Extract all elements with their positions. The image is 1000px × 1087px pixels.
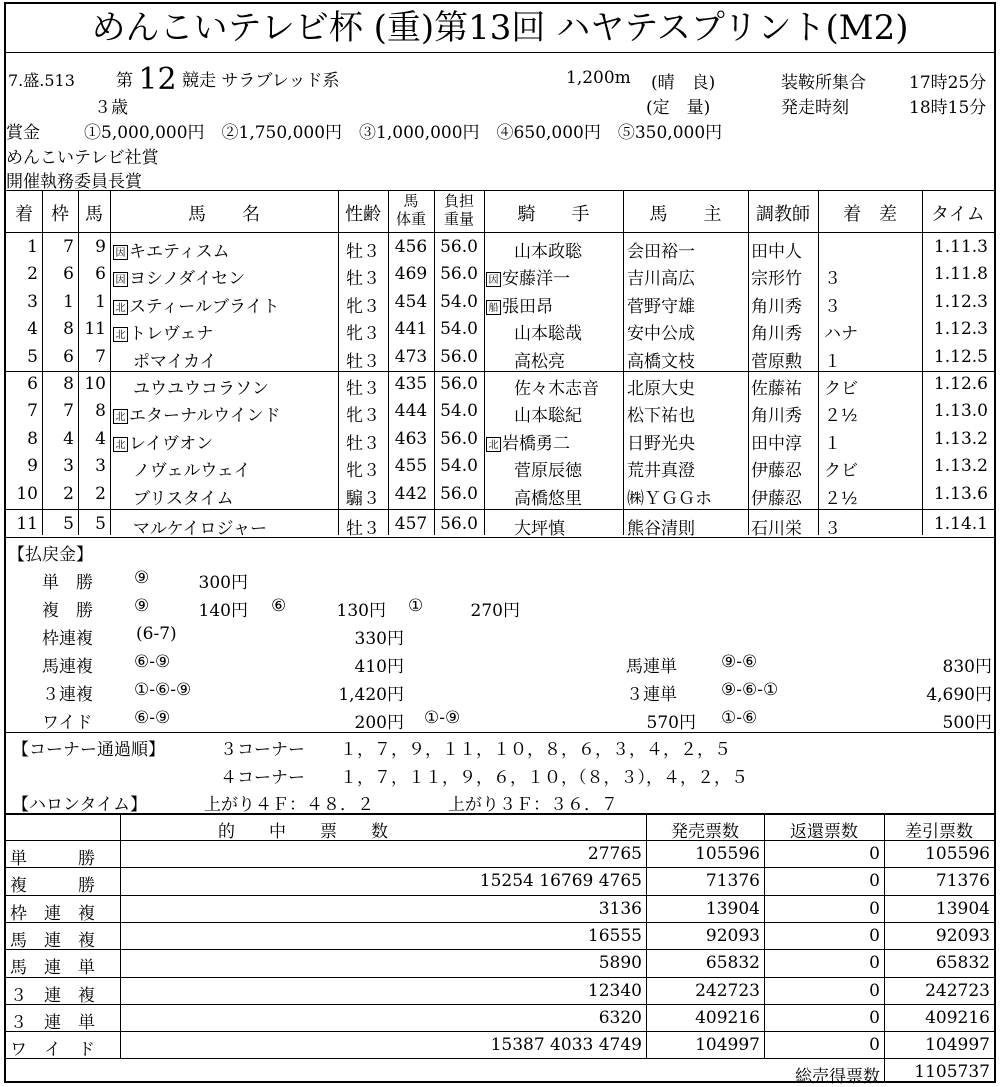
umaren-payout: 410円 [354, 657, 404, 677]
sales-hits: 27765 [587, 844, 642, 864]
result-rank: 2 [27, 264, 38, 285]
sales-refund: 0 [869, 953, 880, 974]
sales-refund: 0 [869, 1035, 880, 1056]
sales-type: ３ 連 複 [10, 985, 95, 1006]
umaren-number: ⑥-⑨ [134, 652, 171, 672]
date-place: 7.盛.513 [8, 71, 75, 90]
sanrentan-label: ３連単 [626, 685, 677, 705]
sales-hits: 15254 16769 4765 [479, 871, 642, 892]
age-condition: ３歳 [94, 98, 128, 118]
result-jockey: 佐々木志音 [514, 379, 599, 399]
corner-3-order: １，７，９，１１，１０，８，６，３，４，２，５ [340, 740, 731, 760]
sales-net: 409216 [925, 1007, 990, 1028]
result-sex-age: 牝３ [346, 324, 380, 345]
prize-list: ①5,000,000円 ②1,750,000円 ③1,000,000円 ④650,000円 ⑤350,000円 [84, 123, 723, 143]
result-time: 1.12.6 [933, 374, 988, 394]
result-sex-age: 牝３ [346, 461, 380, 482]
sales-header-net: 差引票数 [905, 822, 973, 842]
fukusho-number-3: ① [408, 596, 424, 616]
result-time: 1.14.1 [933, 514, 988, 534]
result-trainer: 伊藤忍 [751, 461, 802, 482]
result-horse-number: 10 [84, 374, 106, 394]
sales-type: ３ 連 単 [10, 1012, 95, 1033]
result-margin: ３ [824, 296, 841, 317]
sales-header-sold: 発売票数 [671, 822, 739, 842]
award-1: めんこいテレビ社賞 [6, 148, 159, 168]
sanrenpuku-label: ３連複 [42, 685, 93, 705]
result-horse-number: 5 [95, 514, 106, 534]
header-trainer: 調教師 [756, 204, 810, 225]
sales-refund: 0 [869, 844, 880, 864]
fukusho-payout-1: 140円 [198, 601, 248, 621]
result-trainer: 宗形竹 [751, 269, 802, 290]
result-burden: 56.0 [440, 428, 478, 449]
jockey-mark: 因 [486, 272, 501, 287]
result-horse-name: トレヴェナ [129, 324, 214, 345]
sales-net: 71376 [935, 871, 990, 892]
result-trainer: 伊藤忍 [751, 488, 802, 509]
result-time: 1.11.8 [933, 264, 988, 285]
result-horse-name-cell [113, 401, 337, 426]
result-horse-number: 8 [95, 401, 106, 422]
result-time: 1.13.2 [933, 428, 988, 449]
result-horse-name-cell [113, 374, 337, 399]
header-margin: 着 差 [843, 204, 897, 225]
result-margin: クビ [824, 379, 858, 399]
weight-rule: (定 量) [646, 98, 711, 118]
result-horse-name: レイヴオン [129, 433, 214, 454]
wakuren-number: (6-7) [136, 624, 177, 644]
result-jockey-cell [486, 347, 621, 372]
result-margin: ハナ [824, 324, 858, 345]
result-owner: 高橋文枝 [627, 351, 695, 372]
result-margin: ２½ [824, 488, 858, 509]
sales-net: 104997 [925, 1035, 990, 1056]
race-result-sheet [4, 2, 996, 1087]
result-owner: 荒井真澄 [627, 461, 695, 482]
header-frame: 枠 [51, 204, 69, 225]
origin-mark: 因 [113, 272, 128, 287]
result-rank: 6 [27, 374, 38, 394]
result-horse-name: エターナルウインド [129, 406, 281, 427]
result-sex-age: 牡３ [346, 379, 380, 399]
result-horse-name-cell [113, 264, 337, 289]
result-jockey: 大坪慎 [514, 519, 565, 539]
result-sex-age: 牝３ [346, 296, 380, 317]
result-jockey: 高松亮 [514, 351, 565, 372]
tansho-number: ⑨ [134, 568, 150, 588]
result-time: 1.13.0 [933, 401, 988, 422]
sales-sold: 104997 [695, 1035, 760, 1056]
corner-heading: 【コーナー通過順】 [12, 740, 165, 760]
origin-mark: 因 [113, 245, 128, 260]
sanrenpuku-number: ①-⑥-⑨ [134, 680, 192, 700]
result-jockey-cell [486, 264, 621, 289]
total-label: 総売得票数 [795, 1067, 880, 1087]
sales-header-hits: 的 中 票 数 [218, 822, 388, 842]
result-horse-number: 11 [84, 319, 106, 340]
jockey-mark: 船 [486, 300, 501, 315]
result-burden: 56.0 [440, 374, 478, 394]
header-body-weight-top: 馬 [403, 192, 419, 210]
result-jockey-cell [486, 319, 621, 344]
result-trainer: 角川秀 [751, 406, 802, 427]
result-jockey-cell [486, 237, 621, 262]
result-owner: 日野光央 [627, 433, 695, 454]
result-margin: １ [824, 351, 841, 372]
result-trainer: 石川栄 [751, 519, 802, 539]
result-body-weight: 473 [394, 346, 428, 367]
wide-number-1: ⑥-⑨ [134, 708, 171, 728]
start-label: 発走時刻 [781, 98, 849, 118]
sanrenpuku-payout: 1,420円 [338, 685, 404, 705]
result-time: 1.12.3 [933, 319, 988, 340]
result-owner: 菅野守雄 [627, 296, 695, 317]
sales-net: 13904 [935, 898, 990, 919]
result-horse-number: 7 [95, 346, 106, 367]
header-horse-number: 馬 [85, 204, 103, 225]
result-horse-number: 1 [95, 291, 106, 312]
result-horse-number: 6 [95, 264, 106, 285]
fukusho-payout-2: 130円 [336, 601, 386, 621]
result-body-weight: 444 [394, 401, 428, 422]
result-horse-name: ユウユウコラソン [133, 379, 269, 399]
result-jockey-cell [486, 514, 621, 539]
result-jockey: 張田昂 [502, 296, 553, 317]
result-jockey-cell [486, 429, 621, 454]
tansho-payout: 300円 [198, 573, 248, 593]
sales-net: 92093 [935, 925, 990, 946]
result-burden: 54.0 [440, 401, 478, 422]
sales-net: 105596 [925, 844, 990, 864]
start-time: 18時15分 [909, 98, 987, 118]
result-body-weight: 442 [394, 483, 428, 504]
header-burden-weight-top: 負担 [443, 192, 474, 210]
result-sex-age: 牡３ [346, 519, 380, 539]
result-jockey: 岩橋勇二 [502, 433, 570, 454]
result-trainer: 角川秀 [751, 296, 802, 317]
result-rank: 4 [27, 319, 38, 340]
sales-type: 単 勝 [10, 849, 95, 869]
corner-4-order: １，７，１１，９，６，１０，（８，３），４，２，５ [340, 768, 748, 788]
sales-type: ワ イ ド [10, 1040, 95, 1061]
sales-sold: 92093 [705, 925, 760, 946]
result-margin: クビ [824, 461, 858, 482]
origin-mark: 北 [113, 409, 128, 424]
result-rank: 1 [27, 237, 38, 257]
sales-type: 馬 連 単 [10, 958, 95, 979]
result-sex-age: 牡３ [346, 351, 380, 372]
result-frame: 5 [63, 514, 74, 534]
result-frame: 7 [63, 401, 74, 422]
result-body-weight: 469 [394, 264, 428, 285]
header-rank: 着 [15, 204, 33, 225]
result-frame: 7 [63, 237, 74, 257]
result-frame: 1 [63, 291, 74, 312]
fukusho-label: 複 勝 [42, 601, 93, 621]
result-owner: 北原大史 [627, 379, 695, 399]
result-time: 1.11.3 [933, 237, 988, 257]
prize-label: 賞金 [6, 123, 40, 143]
result-horse-number: 4 [95, 428, 106, 449]
result-body-weight: 457 [394, 514, 428, 534]
result-time: 1.13.2 [933, 456, 988, 477]
result-margin: ３ [824, 269, 841, 290]
result-jockey-cell [486, 401, 621, 426]
result-burden: 56.0 [440, 483, 478, 504]
wide-payout-3: 500円 [942, 713, 992, 733]
sales-refund: 0 [869, 980, 880, 1001]
race-prefix: 第 [116, 71, 133, 91]
result-body-weight: 456 [394, 237, 428, 257]
result-jockey: 菅原辰徳 [514, 461, 582, 482]
result-margin: １ [824, 433, 841, 454]
wide-label: ワイド [42, 713, 93, 733]
result-horse-number: 2 [95, 483, 106, 504]
sales-sold: 409216 [695, 1007, 760, 1028]
race-number: 12 [138, 62, 177, 97]
result-trainer: 角川秀 [751, 324, 802, 345]
last-3f: 上がり３Ｆ：３６．７ [448, 795, 618, 815]
result-horse-name-cell [113, 292, 337, 317]
result-trainer: 佐藤祐 [751, 379, 802, 399]
race-number-line [116, 62, 340, 97]
result-burden: 56.0 [440, 346, 478, 367]
result-owner: 熊谷清則 [627, 519, 695, 539]
result-horse-name-cell [113, 514, 337, 539]
jockey-mark: 北 [486, 437, 501, 452]
sales-hits: 6320 [598, 1007, 642, 1028]
wide-payout-2: 570円 [646, 713, 696, 733]
wide-number-2: ①-⑨ [424, 708, 461, 728]
sales-refund: 0 [869, 898, 880, 919]
result-sex-age: 牡３ [346, 242, 380, 262]
result-time: 1.12.3 [933, 291, 988, 312]
sales-type: 複 勝 [10, 876, 95, 897]
result-margin: ３ [824, 519, 841, 539]
award-2: 開催執務委員長賞 [6, 172, 142, 192]
sales-net: 65832 [935, 953, 990, 974]
result-jockey: 山本聡哉 [514, 324, 582, 345]
result-time: 1.13.6 [933, 483, 988, 504]
result-body-weight: 463 [394, 428, 428, 449]
result-burden: 54.0 [440, 319, 478, 340]
breed: サラブレッド系 [221, 71, 340, 91]
result-owner: 吉川高広 [627, 269, 695, 290]
payout-heading: 【払戻金】 [8, 545, 93, 565]
sales-sold: 242723 [695, 980, 760, 1001]
result-jockey-cell [486, 292, 621, 317]
result-jockey-cell [486, 456, 621, 481]
sales-refund: 0 [869, 925, 880, 946]
sales-hits: 12340 [587, 980, 642, 1001]
result-rank: 10 [16, 483, 38, 504]
result-sex-age: 騸３ [346, 488, 380, 509]
result-body-weight: 435 [394, 374, 428, 394]
result-rank: 9 [27, 456, 38, 477]
gather-label: 装鞍所集合 [781, 73, 866, 93]
sales-sold: 65832 [705, 953, 760, 974]
race-suffix: 競走 [182, 71, 216, 91]
result-rank: 11 [16, 514, 38, 534]
result-owner: 安中公成 [627, 324, 695, 345]
sales-type: 枠 連 複 [10, 903, 95, 924]
result-horse-name: スティールブライト [129, 296, 280, 317]
result-frame: 3 [63, 456, 74, 477]
result-jockey: 高橋悠里 [514, 488, 582, 509]
result-jockey: 山本政聡 [514, 242, 582, 262]
result-rank: 8 [27, 428, 38, 449]
result-jockey-cell [486, 484, 621, 509]
result-horse-name: キエティスム [129, 242, 230, 262]
result-burden: 56.0 [440, 514, 478, 534]
result-body-weight: 455 [394, 456, 428, 477]
result-horse-number: 9 [95, 237, 106, 257]
result-burden: 56.0 [440, 264, 478, 285]
result-horse-name-cell [113, 456, 337, 481]
result-jockey: 山本聡紀 [514, 406, 582, 427]
umatan-payout: 830円 [942, 657, 992, 677]
header-body-weight-bottom: 体重 [395, 210, 426, 228]
result-horse-number: 3 [95, 456, 106, 477]
result-horse-name: ブリスタイム [133, 488, 234, 509]
total-value: 1105737 [914, 1062, 990, 1083]
sales-hits: 15387 4033 4749 [490, 1035, 642, 1056]
result-body-weight: 441 [394, 319, 428, 340]
result-horse-name-cell [113, 319, 337, 344]
result-jockey: 安藤洋一 [502, 269, 570, 290]
corner-3-label: ３コーナー [220, 740, 305, 760]
sales-sold: 105596 [695, 844, 760, 864]
result-burden: 54.0 [440, 291, 478, 312]
result-time: 1.12.5 [933, 346, 988, 367]
result-frame: 2 [63, 483, 74, 504]
header-owner: 馬 主 [649, 204, 722, 225]
tansho-label: 単 勝 [42, 573, 93, 593]
result-rank: 5 [27, 346, 38, 367]
result-frame: 8 [63, 319, 74, 340]
sanrentan-number: ⑨-⑥-① [721, 680, 779, 700]
sales-refund: 0 [869, 1007, 880, 1028]
result-rank: 3 [27, 291, 38, 312]
result-horse-name: ノヴェルウェイ [133, 461, 251, 482]
result-burden: 54.0 [440, 456, 478, 477]
result-trainer: 菅原勲 [751, 351, 802, 372]
origin-mark: 北 [113, 327, 128, 342]
result-sex-age: 牡３ [346, 433, 380, 454]
header-jockey: 騎 手 [517, 204, 590, 225]
result-frame: 4 [63, 428, 74, 449]
weather: (晴 良) [651, 73, 716, 93]
sales-hits: 3136 [598, 898, 642, 919]
header-burden-weight-bottom: 重量 [443, 210, 474, 228]
result-sex-age: 牡３ [346, 269, 380, 290]
sales-hits: 16555 [587, 925, 642, 946]
wide-payout-1: 200円 [354, 713, 404, 733]
result-frame: 6 [63, 264, 74, 285]
result-body-weight: 454 [394, 291, 428, 312]
fukusho-number-1: ⑨ [134, 596, 150, 616]
result-horse-name-cell [113, 429, 337, 454]
wide-number-3: ①-⑥ [721, 708, 758, 728]
header-time: タイム [931, 204, 985, 225]
umatan-number: ⑨-⑥ [721, 652, 758, 672]
last-4f: 上がり４Ｆ：４８．２ [204, 795, 374, 815]
result-burden: 56.0 [440, 237, 478, 257]
header-horse-name: 馬 名 [188, 204, 260, 225]
result-margin: ２½ [824, 406, 858, 427]
result-frame: 8 [63, 374, 74, 394]
wakuren-payout: 330円 [354, 629, 404, 649]
sales-type: 馬 連 複 [10, 930, 95, 951]
origin-mark: 北 [113, 437, 128, 452]
sales-net: 242723 [925, 980, 990, 1001]
result-trainer: 田中淳 [751, 433, 802, 454]
sales-header-refund: 返還票数 [790, 822, 858, 842]
result-trainer: 田中人 [751, 242, 802, 262]
sanrentan-payout: 4,690円 [926, 685, 992, 705]
header-sex-age: 性齢 [345, 204, 381, 225]
umaren-label: 馬連複 [42, 657, 93, 677]
fukusho-payout-3: 270円 [470, 601, 520, 621]
result-owner: 会田裕一 [627, 242, 695, 262]
result-jockey-cell [486, 374, 621, 399]
umatan-label: 馬連単 [626, 657, 677, 677]
result-frame: 6 [63, 346, 74, 367]
origin-mark: 北 [113, 300, 128, 315]
result-horse-name-cell [113, 347, 337, 372]
race-title: めんこいテレビ杯 (重)第13回 ハヤテスプリント(M2) [6, 4, 994, 53]
fukusho-number-2: ⑥ [271, 596, 287, 616]
result-sex-age: 牝３ [346, 406, 380, 427]
result-owner: 松下祐也 [627, 406, 695, 427]
sales-hits: 5890 [598, 953, 642, 974]
corner-4-label: ４コーナー [220, 768, 305, 788]
result-horse-name: ヨシノダイセン [129, 269, 246, 290]
result-horse-name-cell [113, 484, 337, 509]
distance: 1,200m [566, 68, 631, 88]
result-owner: ㈱ＹＧＧホ [627, 488, 712, 509]
sales-sold: 13904 [705, 898, 760, 919]
furlong-heading: 【ハロンタイム】 [12, 795, 147, 815]
sales-sold: 71376 [705, 871, 760, 892]
result-horse-name: マルケイロジャー [133, 519, 268, 539]
result-rank: 7 [27, 401, 38, 422]
result-horse-name-cell [113, 237, 337, 262]
sales-refund: 0 [869, 871, 880, 892]
wakuren-label: 枠連複 [42, 629, 93, 649]
result-horse-name: ポマイカイ [133, 351, 217, 372]
gather-time: 17時25分 [909, 73, 987, 93]
